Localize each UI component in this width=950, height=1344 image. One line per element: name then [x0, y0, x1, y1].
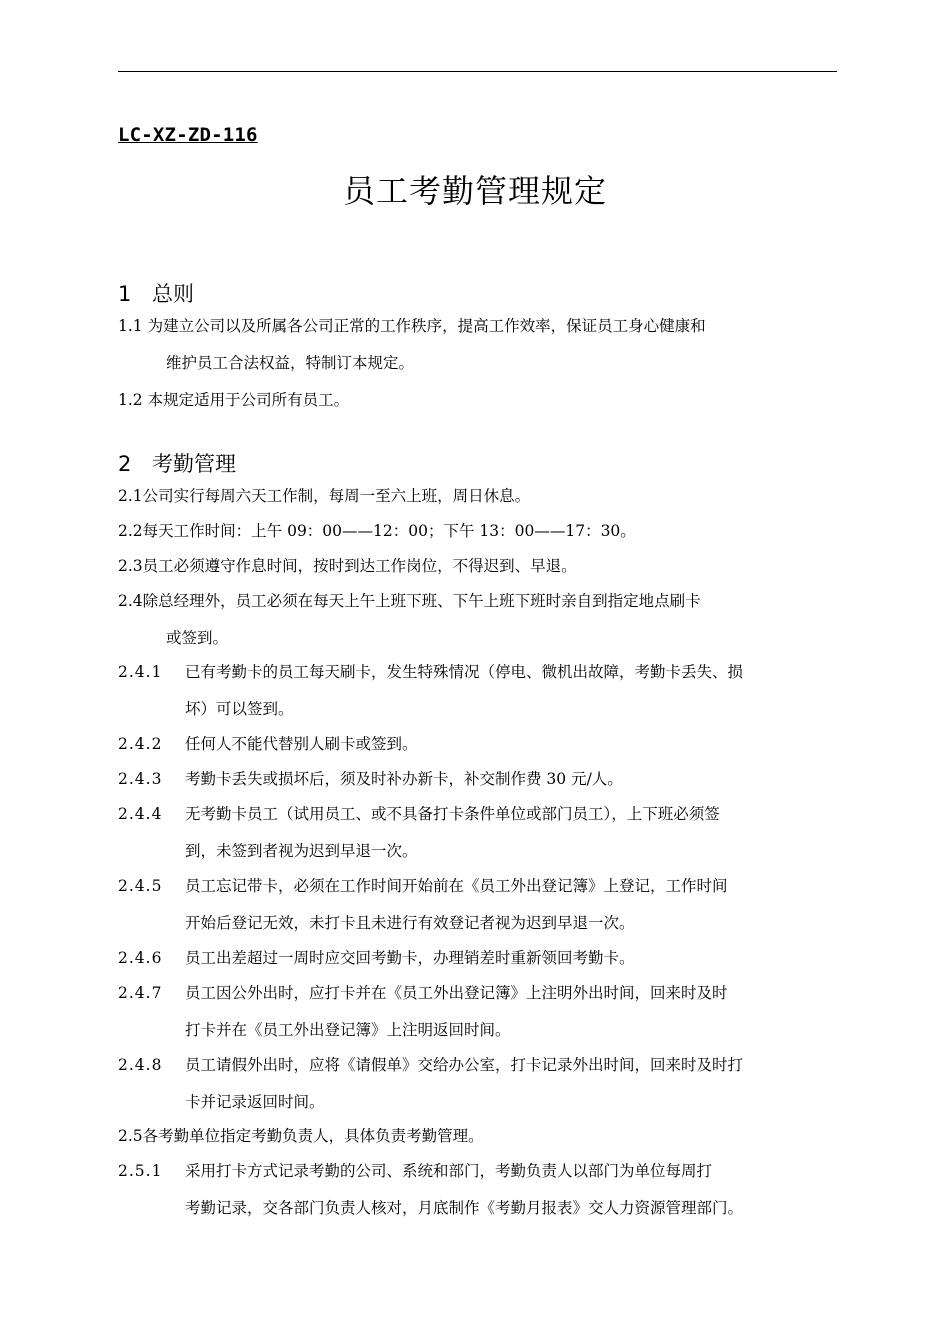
- clause-text: 员工因公外出时，应打卡并在《员工外出登记簿》上注明外出时间，回来时及时: [185, 984, 728, 1002]
- document-number: LC-XZ-ZD-116: [118, 124, 258, 146]
- clause-text-continued: 到，未签到者视为迟到早退一次。: [185, 842, 418, 860]
- clause-2-1: [118, 478, 838, 515]
- clause-2-4-2: [118, 726, 838, 763]
- clause-number: 2.5: [118, 1127, 143, 1145]
- section-title: 考勤管理: [152, 452, 236, 476]
- section-number: 1: [118, 282, 132, 306]
- clause-1-2: [118, 382, 838, 419]
- clause-text: 每天工作时间：上午 09：00——12：00；下午 13：00——17：30。: [142, 522, 636, 540]
- clause-text: 采用打卡方式记录考勤的公司、系统和部门，考勤负责人以部门为单位每周打: [185, 1162, 713, 1180]
- clause-2-4-6: [118, 940, 838, 977]
- clause-number: 2.4.5: [118, 877, 163, 895]
- clause-number: 2.1: [118, 487, 143, 505]
- clause-2-4-1: [118, 654, 838, 728]
- clause-number: 2.4.2: [118, 735, 163, 753]
- section-number: 2: [118, 452, 132, 476]
- clause-number: 2.4.6: [118, 949, 163, 967]
- clause-text: 员工出差超过一周时应交回考勤卡，办理销差时重新领回考勤卡。: [185, 949, 635, 967]
- clause-2-4-7: [118, 975, 838, 1049]
- clause-text: 员工请假外出时，应将《请假单》交给办公室，打卡记录外出时间，回来时及时打: [185, 1056, 744, 1074]
- clause-text-continued: 考勤记录，交各部门负责人核对，月底制作《考勤月报表》交人力资源管理部门。: [185, 1199, 744, 1217]
- section-title: 总则: [152, 282, 194, 306]
- clause-number: 2.2: [118, 522, 143, 540]
- page-title: 员工考勤管理规定: [342, 172, 607, 210]
- section-heading-2: [118, 448, 236, 478]
- clause-number: 2.4.3: [118, 770, 163, 788]
- clause-number: 2.4.1: [118, 663, 163, 681]
- section-heading-1: [118, 278, 194, 308]
- clause-number: 2.4.7: [118, 984, 163, 1002]
- clause-number: 2.5.1: [118, 1162, 163, 1180]
- clause-2-4-8: [118, 1047, 838, 1121]
- clause-text-continued: 或签到。: [166, 629, 229, 647]
- header-rule: [118, 71, 837, 72]
- clause-2-4-4: [118, 796, 838, 870]
- clause-text: 任何人不能代替别人刷卡或签到。: [185, 735, 418, 753]
- clause-2-3: [118, 548, 838, 585]
- clause-text: 已有考勤卡的员工每天刷卡，发生特殊情况（停电、微机出故障，考勤卡丢失、损: [185, 663, 744, 681]
- clause-text: 本规定适用于公司所有员工。: [147, 391, 350, 409]
- clause-text-continued: 开始后登记无效，未打卡且未进行有效登记者视为迟到早退一次。: [185, 914, 635, 932]
- clause-number: 1.2: [118, 391, 143, 409]
- clause-text-continued: 维护员工合法权益，特制订本规定。: [166, 354, 415, 372]
- clause-text: 考勤卡丢失或损坏后，须及时补办新卡，补交制作费 30 元/人。: [185, 770, 623, 788]
- clause-number: 2.4.8: [118, 1056, 163, 1074]
- clause-2-4-5: [118, 868, 838, 942]
- clause-text: 除总经理外，员工必须在每天上午上班下班、下午上班下班时亲自到指定地点刷卡: [142, 592, 701, 610]
- clause-2-5-1: [118, 1153, 838, 1227]
- clause-text-continued: 坏）可以签到。: [185, 700, 294, 718]
- clause-2-2: [118, 513, 838, 550]
- clause-text-continued: 打卡并在《员工外出登记簿》上注明返回时间。: [185, 1021, 511, 1039]
- clause-2-5: [118, 1118, 838, 1155]
- clause-text: 为建立公司以及所属各公司正常的工作秩序，提高工作效率，保证员工身心健康和: [147, 317, 706, 335]
- clause-text: 员工必须遵守作息时间，按时到达工作岗位，不得迟到、早退。: [142, 557, 577, 575]
- clause-number: 2.4: [118, 592, 143, 610]
- clause-number: 1.1: [118, 317, 143, 335]
- clause-text: 公司实行每周六天工作制，每周一至六上班，周日休息。: [142, 487, 531, 505]
- clause-number: 2.4.4: [118, 805, 163, 823]
- clause-2-4: [118, 583, 838, 657]
- clause-text: 各考勤单位指定考勤负责人，具体负责考勤管理。: [142, 1127, 484, 1145]
- clause-text-continued: 卡并记录返回时间。: [185, 1093, 325, 1111]
- clause-2-4-3: [118, 761, 838, 798]
- clause-text: 无考勤卡员工（试用员工、或不具备打卡条件单位或部门员工），上下班必须签: [185, 805, 720, 823]
- clause-text: 员工忘记带卡，必须在工作时间开始前在《员工外出登记簿》上登记，工作时间: [185, 877, 728, 895]
- clause-1-1: [118, 308, 838, 382]
- clause-number: 2.3: [118, 557, 143, 575]
